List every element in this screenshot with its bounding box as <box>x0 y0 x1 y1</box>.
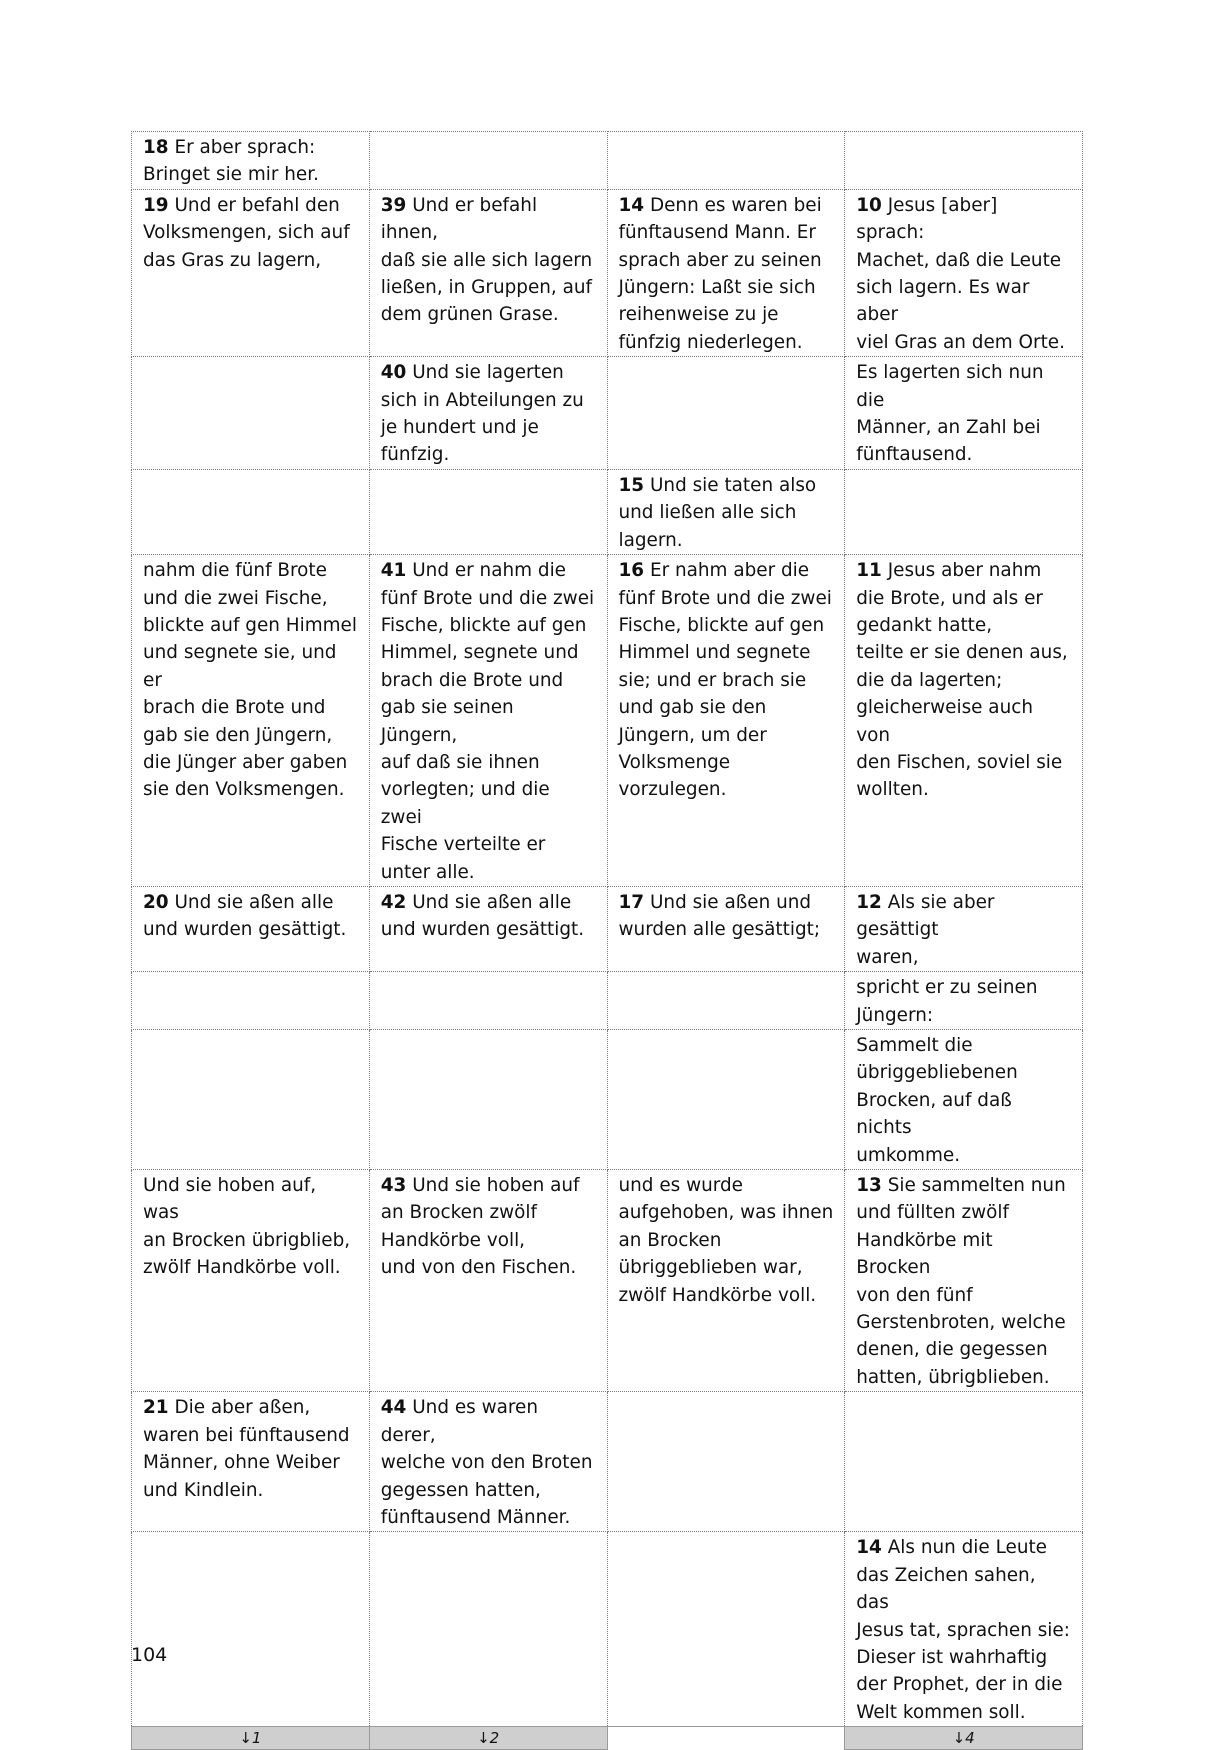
verse-line <box>619 472 834 499</box>
down-arrow-icon: ↓ <box>239 1729 252 1748</box>
verse-line <box>856 557 1071 584</box>
verse-text: Er nahm aber die <box>649 560 810 582</box>
text-line: von den fünf <box>856 1284 973 1306</box>
verse-text: Er aber sprach: <box>174 137 316 158</box>
cell-luke <box>607 1392 845 1532</box>
table-row <box>132 555 1083 887</box>
text-line: welche von den Broten <box>380 1452 593 1474</box>
footer-empty-cell <box>607 1727 845 1750</box>
text-line: übriggeblieben war, <box>618 1257 803 1279</box>
text-line: und füllten zwölf <box>856 1202 1009 1224</box>
synopsis-body <box>132 132 1083 1750</box>
text-line: und es wurde <box>618 1175 743 1197</box>
down-arrow-icon: ↓ <box>952 1729 966 1748</box>
text-line: das Gras zu lagern, <box>143 249 322 271</box>
text-line: daß sie alle sich lagern <box>380 249 593 271</box>
verse-text: Und sie hoben auf <box>412 1175 580 1197</box>
text-line: Es lagerten sich nun die <box>856 362 1044 411</box>
text-line: an Brocken <box>618 1229 722 1251</box>
verse-line <box>143 889 358 916</box>
verse-line <box>381 557 596 584</box>
cell-john <box>845 972 1083 1030</box>
cell-john <box>845 469 1083 554</box>
verse-text: Als sie aber gesättigt <box>856 891 995 941</box>
text-line: aufgehoben, was ihnen <box>618 1202 834 1224</box>
cell-matthew <box>132 132 370 190</box>
text-line: viel Gras an dem Orte. <box>856 331 1065 353</box>
text-line: sie; und er brach sie <box>618 669 807 691</box>
text-line: gleicherweise auch von <box>856 697 1033 746</box>
cell-mark <box>369 1532 607 1727</box>
verse-number: 14 <box>618 194 645 216</box>
text-line: auf daß sie ihnen <box>380 751 540 773</box>
text-line: waren bei fünftausend <box>143 1424 350 1446</box>
verse-line <box>619 192 834 219</box>
cell-luke <box>607 972 845 1030</box>
continuation-marker <box>845 1727 1083 1750</box>
cell-matthew <box>132 1170 370 1392</box>
cell-john <box>845 189 1083 356</box>
cell-john <box>845 357 1083 470</box>
text-line: die Jünger aber gaben <box>143 751 348 773</box>
verse-number: 42 <box>380 891 407 913</box>
text-line: wollten. <box>856 779 929 801</box>
text-line: zwölf Handkörbe voll. <box>618 1284 817 1306</box>
text-line: Fische, blickte auf gen <box>618 614 825 636</box>
text-line: und Kindlein. <box>143 1479 264 1501</box>
table-row <box>132 1392 1083 1532</box>
verse-line <box>381 1394 596 1449</box>
text-line: brach die Brote und <box>143 697 326 719</box>
text-line: und ließen alle sich <box>618 502 797 524</box>
text-line: Fische, blickte auf gen <box>380 614 587 636</box>
table-row <box>132 1030 1083 1170</box>
down-arrow-icon: ↓ <box>477 1729 490 1748</box>
verse-number: 12 <box>856 891 882 913</box>
continuation-label: 2 <box>489 1729 500 1748</box>
text-line: der Prophet, der in die <box>856 1674 1063 1696</box>
text-line: und wurden gesättigt. <box>380 919 585 941</box>
text-line: ließen, in Gruppen, auf <box>380 277 593 299</box>
verse-line <box>856 192 1071 247</box>
text-line: Männer, ohne Weiber <box>143 1452 340 1474</box>
text-line: die da lagerten; <box>856 669 1003 691</box>
verse-line <box>143 192 358 219</box>
verse-number: 19 <box>143 194 169 216</box>
table-row <box>132 357 1083 470</box>
cell-luke <box>607 1532 845 1727</box>
text-line: dem grünen Grase. <box>380 304 559 326</box>
text-line: den Fischen, soviel sie <box>856 751 1063 773</box>
cell-matthew <box>132 555 370 887</box>
cell-john <box>845 1030 1083 1170</box>
cell-mark <box>369 189 607 356</box>
text-line: sie den Volksmengen. <box>143 779 345 801</box>
text-line: gab sie den Jüngern, <box>143 724 333 746</box>
text-line: an Brocken übrigblieb, <box>143 1229 351 1251</box>
text-line: je hundert und je <box>380 417 539 439</box>
verse-text: Und sie lagerten <box>412 362 564 384</box>
verse-number: 10 <box>856 194 882 216</box>
verse-number: 17 <box>618 891 645 913</box>
text-line: fünf Brote und die zwei <box>618 587 832 609</box>
text-line: Volksmengen, sich auf <box>143 222 350 244</box>
text-line: und von den Fischen. <box>380 1257 577 1279</box>
cell-luke <box>607 1030 845 1170</box>
cell-luke <box>607 469 845 554</box>
verse-text: Sie sammelten nun <box>887 1175 1066 1197</box>
cell-john <box>845 1392 1083 1532</box>
verse-number: 16 <box>618 560 645 582</box>
verse-line <box>856 889 1071 944</box>
cell-mark <box>369 555 607 887</box>
verse-text: Jesus [aber] sprach: <box>856 194 998 244</box>
text-line: Jüngern: Laßt sie sich <box>618 277 816 299</box>
text-line: Männer, an Zahl bei <box>856 417 1041 439</box>
verse-number: 21 <box>143 1397 169 1419</box>
text-line: an Brocken zwölf <box>380 1202 537 1224</box>
cell-mark <box>369 357 607 470</box>
text-line: wurden alle gesättigt; <box>618 919 821 941</box>
text-line: fünfzig. <box>380 444 450 466</box>
cell-luke <box>607 189 845 356</box>
text-line: gab sie seinen Jüngern, <box>380 697 514 746</box>
page-number: 104 <box>131 1644 168 1666</box>
table-row <box>132 132 1083 190</box>
table-row <box>132 972 1083 1030</box>
cell-luke <box>607 357 845 470</box>
text-line: fünf Brote und die zwei <box>380 587 595 609</box>
text-line: gegessen hatten, <box>380 1479 541 1501</box>
cell-mark <box>369 1392 607 1532</box>
text-line: das Zeichen sahen, das <box>856 1564 1036 1614</box>
text-line: die Brote, und als er <box>856 587 1043 609</box>
verse-line <box>381 1172 596 1199</box>
cell-matthew <box>132 972 370 1030</box>
text-line: unter alle. <box>380 861 475 883</box>
cell-mark <box>369 469 607 554</box>
verse-text: Und sie aßen und <box>649 891 812 913</box>
verse-number: 44 <box>380 1397 407 1419</box>
verse-text: Und er befahl ihnen, <box>380 194 538 244</box>
text-line: sich in Abteilungen zu <box>380 389 584 411</box>
cell-matthew <box>132 1030 370 1170</box>
cell-luke <box>607 1170 845 1392</box>
verse-line <box>856 1172 1071 1199</box>
text-line: waren, <box>856 946 919 968</box>
verse-line <box>619 889 834 916</box>
cell-john <box>845 886 1083 971</box>
cell-matthew <box>132 886 370 971</box>
verse-line <box>381 192 596 247</box>
text-line: Bringet sie mir her. <box>143 164 319 186</box>
cell-luke <box>607 132 845 190</box>
cell-matthew <box>132 1532 370 1727</box>
text-line: fünftausend Männer. <box>380 1506 571 1528</box>
text-line: und segnete sie, und er <box>143 642 337 691</box>
verse-number: 18 <box>143 137 169 158</box>
text-line: lagern. <box>618 529 683 551</box>
verse-number: 20 <box>143 891 169 913</box>
cell-luke <box>607 886 845 971</box>
cell-matthew <box>132 469 370 554</box>
text-line: Und sie hoben auf, was <box>143 1175 317 1224</box>
cell-john <box>845 1170 1083 1392</box>
cell-matthew <box>132 1392 370 1532</box>
cell-john <box>845 555 1083 887</box>
verse-line <box>619 557 834 584</box>
cell-matthew <box>132 189 370 356</box>
text-line: Brocken, auf daß nichts <box>856 1089 1012 1139</box>
text-line: nahm die fünf Brote <box>143 560 327 582</box>
continuation-label: 4 <box>965 1729 975 1748</box>
text-line: Fische verteilte er <box>380 834 546 856</box>
text-line: reihenweise zu je <box>618 304 779 326</box>
footer-row <box>132 1727 1083 1750</box>
continuation-label: 1 <box>251 1729 262 1748</box>
text-line: Himmel und segnete <box>618 642 811 664</box>
verse-number: 43 <box>380 1175 407 1197</box>
verse-line <box>381 359 596 386</box>
continuation-marker <box>369 1727 607 1750</box>
cell-mark <box>369 972 607 1030</box>
text-line: Jüngern: <box>856 1004 934 1026</box>
cell-mark <box>369 132 607 190</box>
text-line: Jüngern, um der <box>618 724 767 746</box>
table-row <box>132 1532 1083 1727</box>
cell-luke <box>607 555 845 887</box>
text-line: gedankt hatte, <box>856 614 993 636</box>
text-line: Machet, daß die Leute <box>856 249 1062 271</box>
text-line: Jesus tat, sprachen sie: <box>856 1619 1070 1641</box>
text-line: fünftausend. <box>856 444 973 466</box>
table-row <box>132 1170 1083 1392</box>
cell-john <box>845 132 1083 190</box>
synopsis-table <box>131 131 1083 1750</box>
text-line: und die zwei Fische, <box>143 587 328 609</box>
cell-matthew <box>132 357 370 470</box>
verse-text: Und er befahl den <box>174 194 340 216</box>
text-line: umkomme. <box>856 1144 961 1166</box>
verse-number: 14 <box>856 1537 882 1559</box>
continuation-marker <box>132 1727 370 1750</box>
text-line: fünftausend Mann. Er <box>618 222 816 244</box>
text-line: Handkörbe voll, <box>380 1229 526 1251</box>
table-row <box>132 469 1083 554</box>
text-line: brach die Brote und <box>380 669 564 691</box>
verse-text: Jesus aber nahm <box>887 560 1042 582</box>
verse-number: 15 <box>618 474 645 496</box>
text-line: denen, die gegessen <box>856 1339 1048 1361</box>
verse-number: 39 <box>380 194 407 216</box>
text-line: vorzulegen. <box>618 779 727 801</box>
cell-mark <box>369 1030 607 1170</box>
verse-number: 11 <box>856 560 882 582</box>
cell-john <box>845 1532 1083 1727</box>
text-line: vorlegten; und die zwei <box>380 779 550 828</box>
text-line: Gerstenbroten, welche <box>856 1312 1066 1334</box>
verse-text: Und sie aßen alle <box>412 891 572 913</box>
verse-text: Und sie taten also <box>649 474 817 496</box>
text-line: übriggebliebenen <box>856 1062 1018 1084</box>
text-line: und wurden gesättigt. <box>143 919 347 941</box>
verse-text: Als nun die Leute <box>887 1537 1047 1559</box>
text-line: blickte auf gen Himmel <box>143 614 357 636</box>
verse-line <box>143 134 358 161</box>
verse-line <box>856 1534 1071 1561</box>
text-line: hatten, übrigblieben. <box>856 1366 1050 1388</box>
cell-mark <box>369 886 607 971</box>
verse-text: Und sie aßen alle <box>174 891 334 913</box>
text-line: Himmel, segnete und <box>380 642 579 664</box>
table-row <box>132 189 1083 356</box>
verse-line <box>381 889 596 916</box>
text-line: Volksmenge <box>618 751 731 773</box>
text-line: sprach aber zu seinen <box>618 249 822 271</box>
verse-text: Und er nahm die <box>412 560 567 582</box>
text-line: zwölf Handkörbe voll. <box>143 1257 341 1279</box>
text-line: sich lagern. Es war aber <box>856 277 1030 326</box>
verse-number: 40 <box>380 362 407 384</box>
text-line: spricht er zu seinen <box>856 977 1038 999</box>
cell-mark <box>369 1170 607 1392</box>
text-line: Welt kommen soll. <box>856 1701 1026 1723</box>
verse-number: 41 <box>380 560 407 582</box>
text-line: Dieser ist wahrhaftig <box>856 1646 1048 1668</box>
verse-text: Die aber aßen, <box>174 1397 311 1419</box>
table-row <box>132 886 1083 971</box>
verse-number: 13 <box>856 1175 882 1197</box>
text-line: teilte er sie denen aus, <box>856 642 1068 664</box>
text-line: fünfzig niederlegen. <box>618 331 803 353</box>
text-line: Handkörbe mit Brocken <box>856 1229 993 1279</box>
text-line: Sammelt die <box>856 1035 973 1056</box>
verse-line <box>143 1394 358 1421</box>
verse-text: Denn es waren bei <box>649 194 822 216</box>
text-line: und gab sie den <box>618 697 767 719</box>
verse-text: Und es waren derer, <box>380 1397 539 1446</box>
